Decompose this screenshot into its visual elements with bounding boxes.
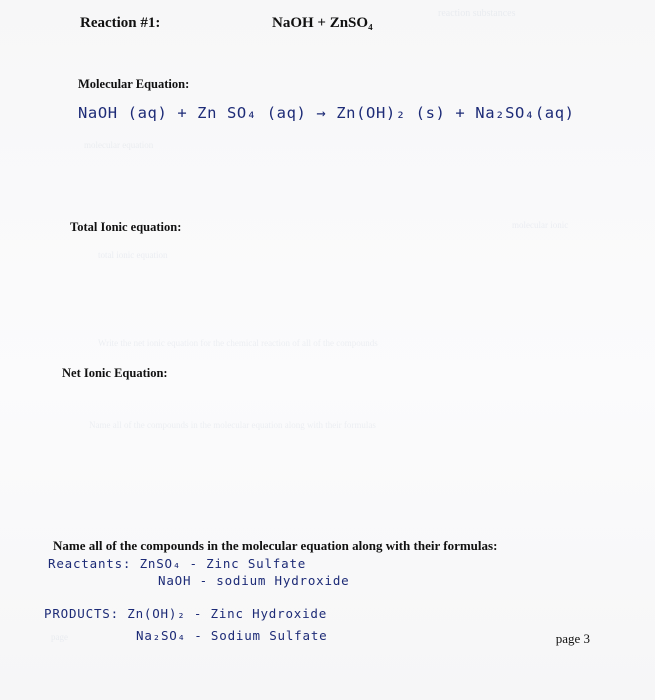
molecular-equation-label: Molecular Equation:	[78, 77, 190, 91]
reactants-line: Reactants: ZnSO₄ - Zinc Sulfate	[48, 556, 307, 571]
show-through-text: Name all of the compounds in the molecular equation along with their formulas	[89, 420, 376, 430]
reaction-label: Reaction #1:	[80, 15, 161, 31]
products-line: PRODUCTS: Zn(OH)₂ - Zinc Hydroxide	[44, 606, 328, 621]
reaction-formula: NaOH + ZnSO₄	[272, 15, 373, 31]
show-through-text: molecular ionic	[512, 220, 569, 230]
page-number: page 3	[555, 631, 590, 646]
show-through-text: reaction substances	[438, 8, 516, 19]
total-ionic-label: Total Ionic equation:	[70, 220, 182, 234]
compounds-names-label: Name all of the compounds in the molecular equation along with their formulas:	[53, 538, 498, 553]
show-through-text: total ionic equation	[98, 250, 168, 260]
reactants-line-2: NaOH - sodium Hydroxide	[158, 573, 350, 588]
show-through-text: molecular equation	[84, 140, 154, 150]
net-ionic-label: Net Ionic Equation:	[62, 366, 168, 380]
products-line-2: Na₂SO₄ - Sodium Sulfate	[136, 628, 328, 643]
show-through-text: page	[51, 632, 68, 642]
molecular-equation: NaOH (aq) + Zn SO₄ (aq) → Zn(OH)₂ (s) + Na₂SO₄(aq)	[78, 104, 575, 122]
show-through-text: Write the net ionic equation for the chemical reaction of all of the compounds	[98, 338, 378, 348]
